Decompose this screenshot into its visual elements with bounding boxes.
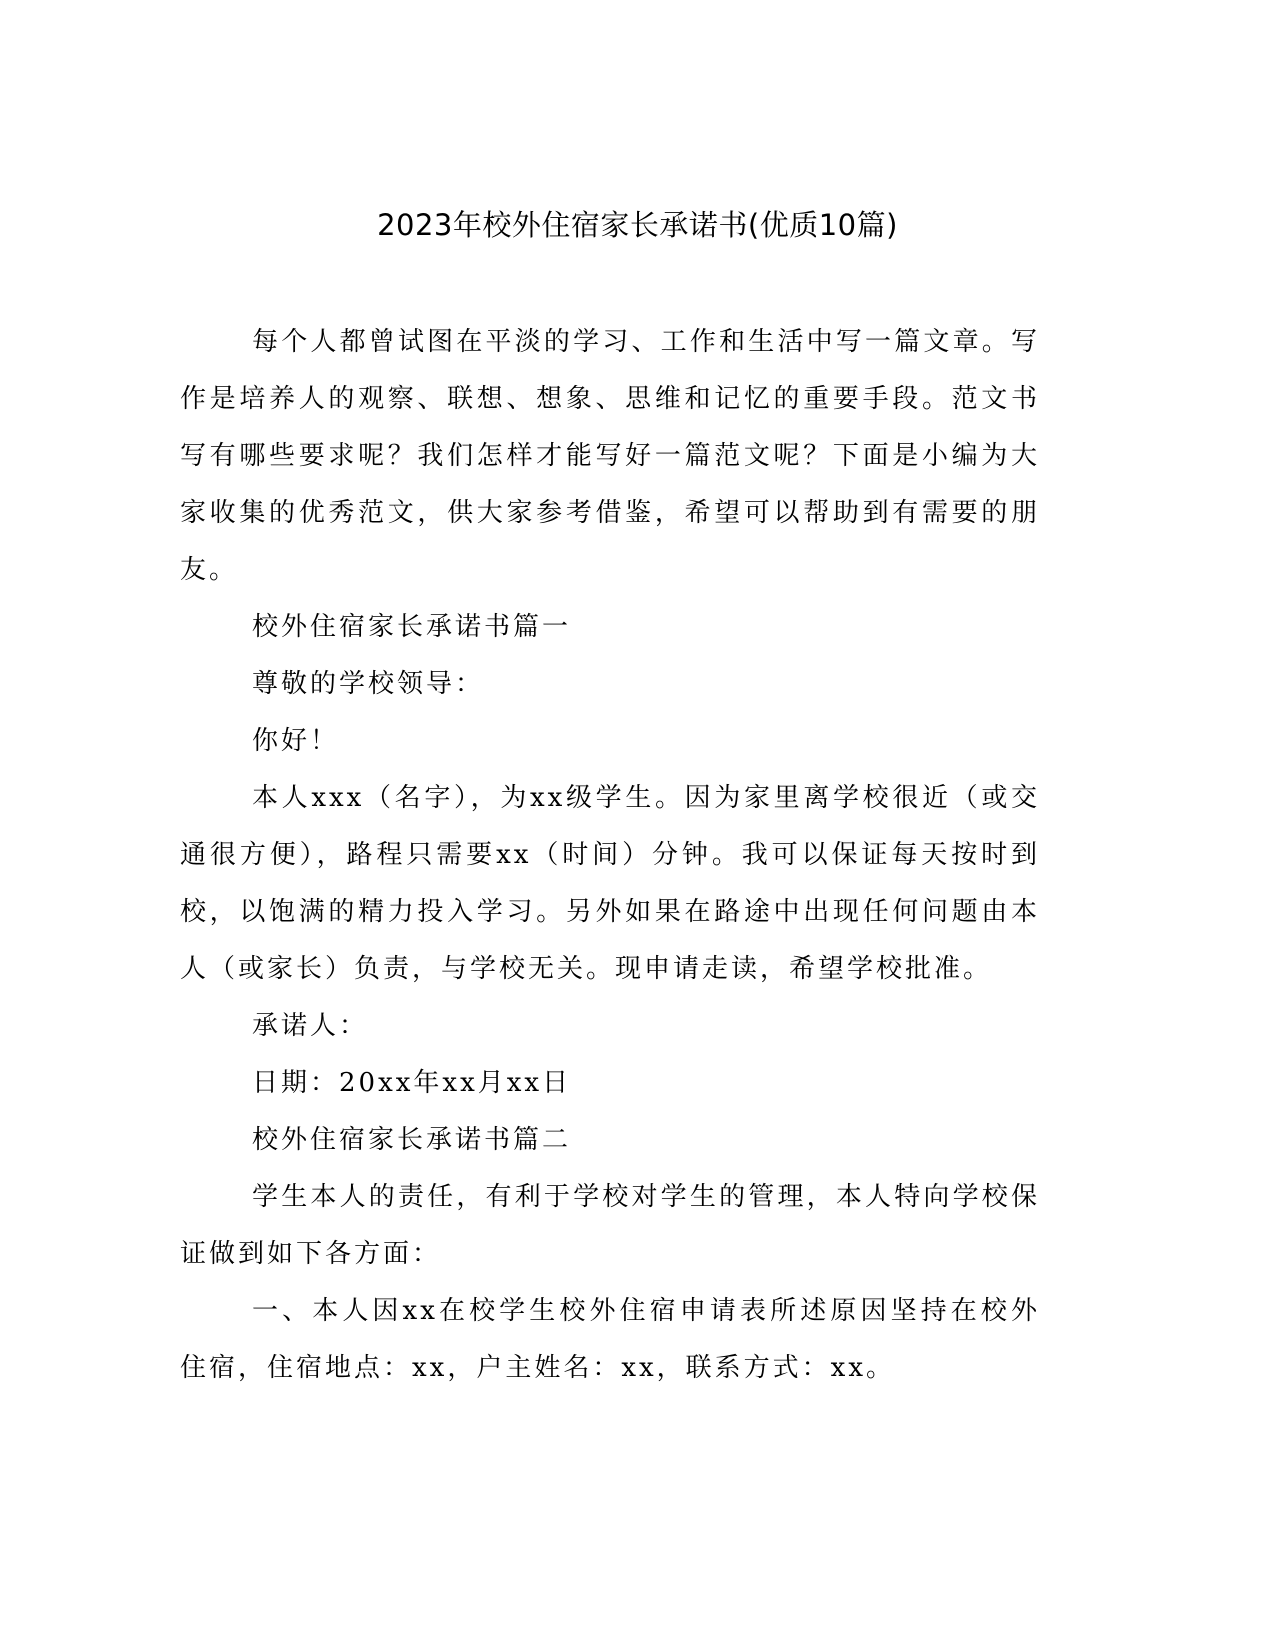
document-title: 2023年校外住宿家长承诺书(优质10篇) <box>377 208 898 242</box>
signature-line: 承诺人： <box>252 1011 369 1041</box>
commitment-item-1: 一、本人因xx在校学生校外住宿申请表所述原因坚持在校外住宿，住宿地点：xx，户主姓名：xx，联系方式：xx。 <box>180 1296 1040 1383</box>
letter-paragraph: 本人xxx（名字），为xx级学生。因为家里离学校很近（或交通很方便），路程只需要xx（时间）分钟。我可以保证每天按时到校，以饱满的精力投入学习。另外如果在路途中出现任何问题由本人（或家长）负责，与学校无关。现申请走读，希望学校批准。 <box>180 783 1040 984</box>
section-heading-2: 校外住宿家长承诺书篇二 <box>252 1125 572 1155</box>
greeting: 你好！ <box>252 726 340 756</box>
section-heading-1: 校外住宿家长承诺书篇一 <box>252 612 572 642</box>
date-line: 日期：20xx年xx月xx日 <box>252 1068 572 1098</box>
salutation: 尊敬的学校领导： <box>252 669 485 699</box>
document-body <box>180 314 1040 1397</box>
commitment-intro: 学生本人的责任，有利于学校对学生的管理，本人特向学校保证做到如下各方面： <box>180 1182 1040 1269</box>
intro-paragraph: 每个人都曾试图在平淡的学习、工作和生活中写一篇文章。写作是培养人的观察、联想、想象、思维和记忆的重要手段。范文书写有哪些要求呢？我们怎样才能写好一篇范文呢？下面是小编为大家收集的优秀范文，供大家参考借鉴，希望可以帮助到有需要的朋友。 <box>180 327 1040 585</box>
